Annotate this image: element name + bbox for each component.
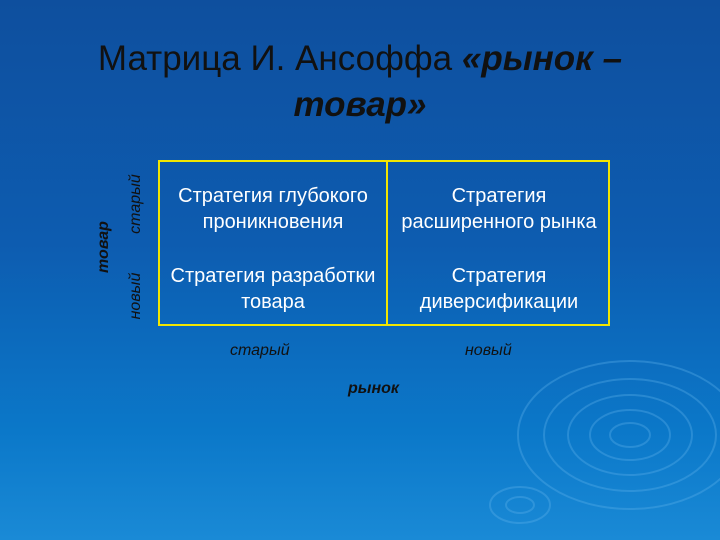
slide-title (0, 36, 720, 128)
y-axis-title: товар (95, 221, 112, 273)
x-axis-old-label: старый (230, 342, 290, 359)
title-line-1 (0, 36, 720, 82)
title-plain: Матрица И. Ансоффа (97, 39, 462, 78)
ansoff-matrix (158, 160, 610, 326)
x-axis-title: рынок (348, 380, 399, 397)
cell-product-development: Стратегия разработки товара (170, 265, 376, 313)
y-axis-new-label: новый (127, 272, 144, 320)
water-ripples-decoration (460, 320, 720, 540)
cell-market-development: Стратегия расширенного рынка (401, 185, 597, 233)
title-emphasis-1: «рынок – (461, 39, 623, 78)
title-emphasis-2: товар» (293, 85, 427, 124)
cell-diversification: Стратегия диверсификации (419, 265, 579, 313)
y-axis-old-label: старый (127, 174, 144, 234)
x-axis-new-label: новый (465, 342, 512, 359)
cell-market-penetration: Стратегия глубокого проникновения (178, 185, 368, 233)
